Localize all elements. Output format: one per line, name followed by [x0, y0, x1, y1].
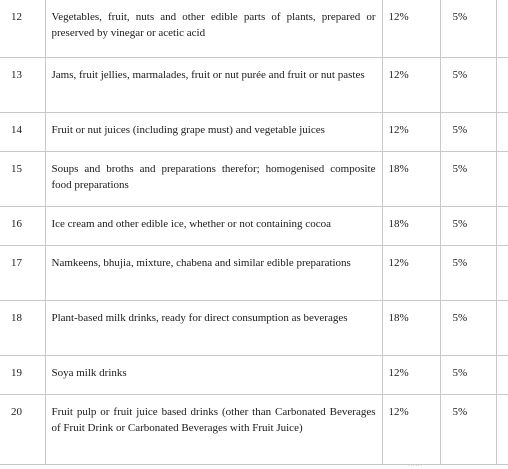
blank-cell — [496, 300, 508, 355]
new-rate-cell: 5% — [440, 394, 496, 464]
serial-number-cell: 13 — [0, 57, 45, 112]
serial-number-cell: 19 — [0, 355, 45, 394]
table-row — [0, 151, 508, 206]
description-cell: Jams, fruit jellies, marmalades, fruit or nut purée and fruit or nut pastes — [45, 57, 382, 112]
blank-cell — [496, 394, 508, 464]
description-cell: Namkeens, bhujia, mixture, chabena and similar edible preparations — [45, 245, 382, 300]
old-rate-cell: 18% — [382, 151, 440, 206]
description-cell: Plant-based milk drinks, ready for direct consumption as beverages — [45, 300, 382, 355]
table-row — [0, 0, 508, 57]
serial-number-cell: 20 — [0, 394, 45, 464]
old-rate-cell: 12% — [382, 57, 440, 112]
blank-cell — [496, 57, 508, 112]
old-rate-cell: 12% — [382, 355, 440, 394]
serial-number-cell: 18 — [0, 300, 45, 355]
table-row — [0, 206, 508, 245]
description-cell: Soups and broths and preparations therefor; homogenised composite food preparations — [45, 151, 382, 206]
description-cell: Soya milk drinks — [45, 355, 382, 394]
old-rate-cell: 12% — [382, 112, 440, 151]
description-cell: Fruit pulp or fruit juice based drinks (other than Carbonated Beverages of Fruit Drink or Carbonated Beverages with Fruit Juice) — [45, 394, 382, 464]
table-row — [0, 57, 508, 112]
new-rate-cell: 5% — [440, 0, 496, 57]
serial-number-cell: 15 — [0, 151, 45, 206]
table-row — [0, 300, 508, 355]
new-rate-cell: 5% — [440, 300, 496, 355]
new-rate-cell: 5% — [440, 355, 496, 394]
table-row — [0, 112, 508, 151]
table-row — [0, 394, 508, 464]
old-rate-cell: 12% — [382, 245, 440, 300]
blank-cell — [496, 245, 508, 300]
blank-cell — [496, 112, 508, 151]
serial-number-cell: 17 — [0, 245, 45, 300]
serial-number-cell: 12 — [0, 0, 45, 57]
blank-cell — [496, 151, 508, 206]
blank-cell — [496, 206, 508, 245]
new-rate-cell: 5% — [440, 112, 496, 151]
new-rate-cell: 5% — [440, 151, 496, 206]
description-cell: Ice cream and other edible ice, whether or not containing cocoa — [45, 206, 382, 245]
blank-cell — [496, 355, 508, 394]
blank-cell — [496, 0, 508, 57]
new-rate-cell: 5% — [440, 245, 496, 300]
old-rate-cell: 18% — [382, 300, 440, 355]
old-rate-cell: 12% — [382, 0, 440, 57]
description-cell: Fruit or nut juices (including grape must) and vegetable juices — [45, 112, 382, 151]
description-cell: Vegetables, fruit, nuts and other edible parts of plants, prepared or preserved by vinegar or acetic acid — [45, 0, 382, 57]
table-row — [0, 355, 508, 394]
new-rate-cell: 5% — [440, 206, 496, 245]
table-row — [0, 245, 508, 300]
new-rate-cell: 5% — [440, 57, 496, 112]
footer-marker: ...... — [408, 462, 423, 468]
old-rate-cell: 12% — [382, 394, 440, 464]
serial-number-cell: 14 — [0, 112, 45, 151]
serial-number-cell: 16 — [0, 206, 45, 245]
old-rate-cell: 18% — [382, 206, 440, 245]
